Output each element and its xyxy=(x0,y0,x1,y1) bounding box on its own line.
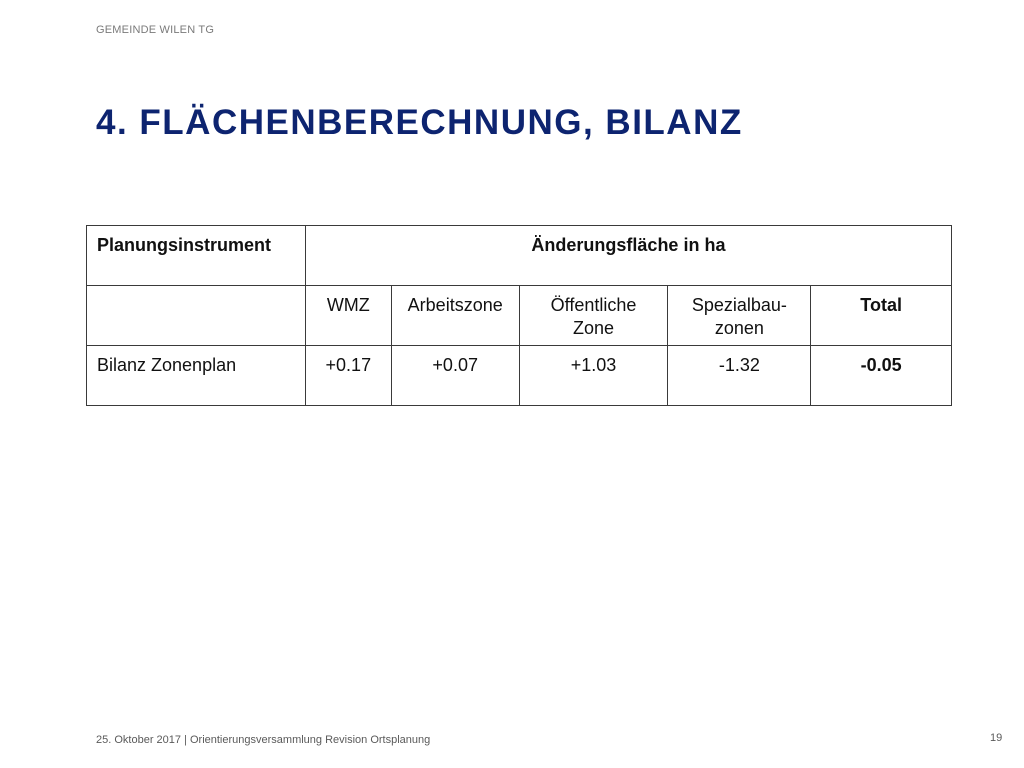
cell-total: -0.05 xyxy=(811,346,952,406)
table-subheader-row xyxy=(87,286,952,346)
organization-label: GEMEINDE WILEN TG xyxy=(96,24,215,36)
slide-title: 4. FLÄCHENBERECHNUNG, BILANZ xyxy=(96,103,743,142)
column-oeffentliche-line1: Öffentliche xyxy=(550,295,637,315)
header-area: Änderungsfläche in ha xyxy=(305,226,951,286)
column-arbeitszone: Arbeitszone xyxy=(391,286,519,346)
balance-table xyxy=(86,225,952,406)
page-number: 19 xyxy=(990,732,1003,744)
column-wmz: WMZ xyxy=(305,286,391,346)
cell-wmz: +0.17 xyxy=(305,346,391,406)
header-instrument: Planungsinstrument xyxy=(87,226,306,286)
column-spezial-line1: Spezialbau- xyxy=(691,295,787,315)
column-spezialbauzonen xyxy=(668,286,811,346)
table-header-row xyxy=(87,226,952,286)
cell-spezial: -1.32 xyxy=(668,346,811,406)
cell-arbeitszone: +0.07 xyxy=(391,346,519,406)
footer-text: 25. Oktober 2017 | Orientierungsversammlung Revision Ortsplanung xyxy=(96,734,431,746)
row-label: Bilanz Zonenplan xyxy=(87,346,306,406)
subheader-empty-cell xyxy=(87,286,306,346)
column-total: Total xyxy=(811,286,952,346)
cell-oeffentliche: +1.03 xyxy=(519,346,668,406)
column-oeffentliche-line2: Zone xyxy=(573,317,615,338)
column-oeffentliche-zone xyxy=(519,286,668,346)
table-row xyxy=(87,346,952,406)
column-spezial-line2: zonen xyxy=(714,317,764,338)
